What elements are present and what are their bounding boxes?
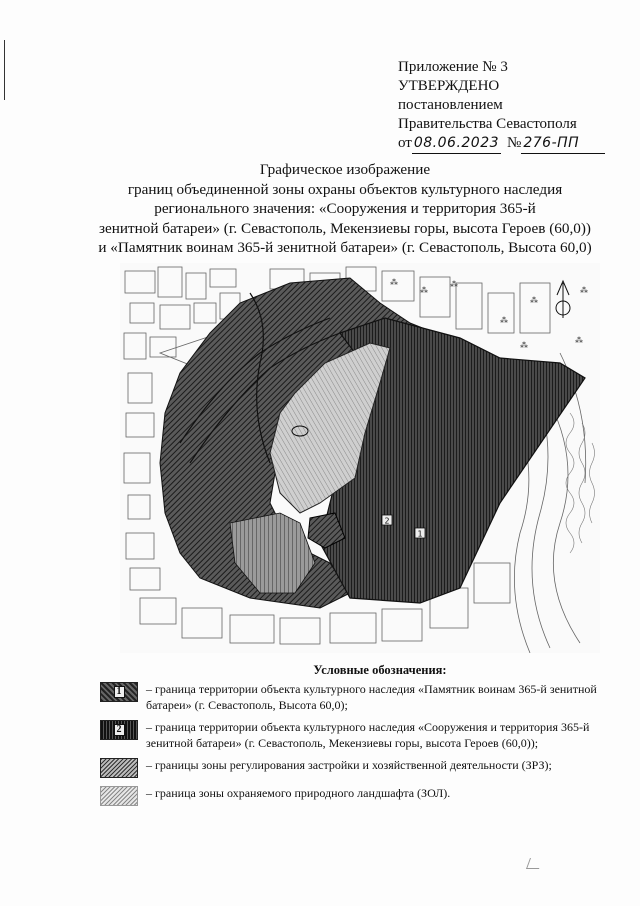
resolution-label: постановлением <box>398 97 503 113</box>
title-line-1: Графическое изображение <box>259 161 431 178</box>
legend-text: – граница территории объекта культурного наследия «Памятник воинам 365-й зенитной батареи» (г. Севастополь, Высота 60,0); <box>146 682 597 712</box>
date-value: 08.06.2023 <box>412 134 501 154</box>
document-title <box>80 160 610 258</box>
svg-text:⁂: ⁂ <box>450 280 458 289</box>
marker-2: 2 <box>384 516 390 526</box>
legend-swatch-zrz <box>100 758 138 778</box>
legend-title: Условные обозначения: <box>313 663 447 677</box>
date-prefix: от <box>398 135 412 151</box>
legend-number: 2 <box>114 724 125 736</box>
legend-swatch-zol <box>100 786 138 806</box>
legend-text: – границы зоны регулирования застройки и хозяйственной деятельности (ЗРЗ); <box>146 758 552 772</box>
government-label: Правительства Севастополя <box>398 116 577 132</box>
title-line-4: зенитной батареи» (г. Севастополь, Мекензиевы горы, высота Героев (60,0)) <box>99 219 591 237</box>
legend-swatch-object-1 <box>100 682 138 702</box>
title-line-5: и «Памятник воинам 365-й зенитной батареи» (г. Севастополь, Высота 60,0) <box>98 239 592 256</box>
number-value: 276-ПП <box>521 134 605 154</box>
appendix-number: Приложение № 3 <box>398 59 508 75</box>
approval-block <box>398 58 618 154</box>
legend-item-object-1 <box>100 681 620 713</box>
title-line-3: регионального значения: «Сооружения и территория 365-й <box>154 200 536 217</box>
approved-label: УТВЕРЖДЕНО <box>398 78 500 94</box>
legend-text: – граница территории объекта культурного наследия «Сооружения и территория 365-й зенитной батареи» (г. Севастополь, Мекензиевы горы, высота Героев (60,0)); <box>146 720 590 750</box>
legend-item-object-2 <box>100 719 620 751</box>
legend-swatch-object-2 <box>100 720 138 740</box>
number-prefix: № <box>507 135 522 151</box>
zone-map <box>120 263 600 653</box>
legend-number: 1 <box>114 686 125 698</box>
svg-text:⁂: ⁂ <box>580 286 588 295</box>
legend-text: – граница зоны охраняемого природного ландшафта (ЗОЛ). <box>146 786 451 800</box>
svg-text:⁂: ⁂ <box>390 278 398 287</box>
date-number-line <box>398 134 618 154</box>
svg-text:⁂: ⁂ <box>520 341 528 350</box>
svg-text:⁂: ⁂ <box>500 316 508 325</box>
margin-line <box>4 40 5 100</box>
svg-text:⁂: ⁂ <box>420 286 428 295</box>
legend-item-zrz <box>100 757 620 779</box>
legend <box>100 662 620 813</box>
title-line-2: границ объединенной зоны охраны объектов культурного наследия <box>127 180 563 198</box>
page-mark <box>526 858 543 869</box>
marker-1: 1 <box>417 529 423 539</box>
legend-item-zol <box>100 785 620 807</box>
svg-text:⁂: ⁂ <box>575 336 583 345</box>
svg-text:⁂: ⁂ <box>530 296 538 305</box>
